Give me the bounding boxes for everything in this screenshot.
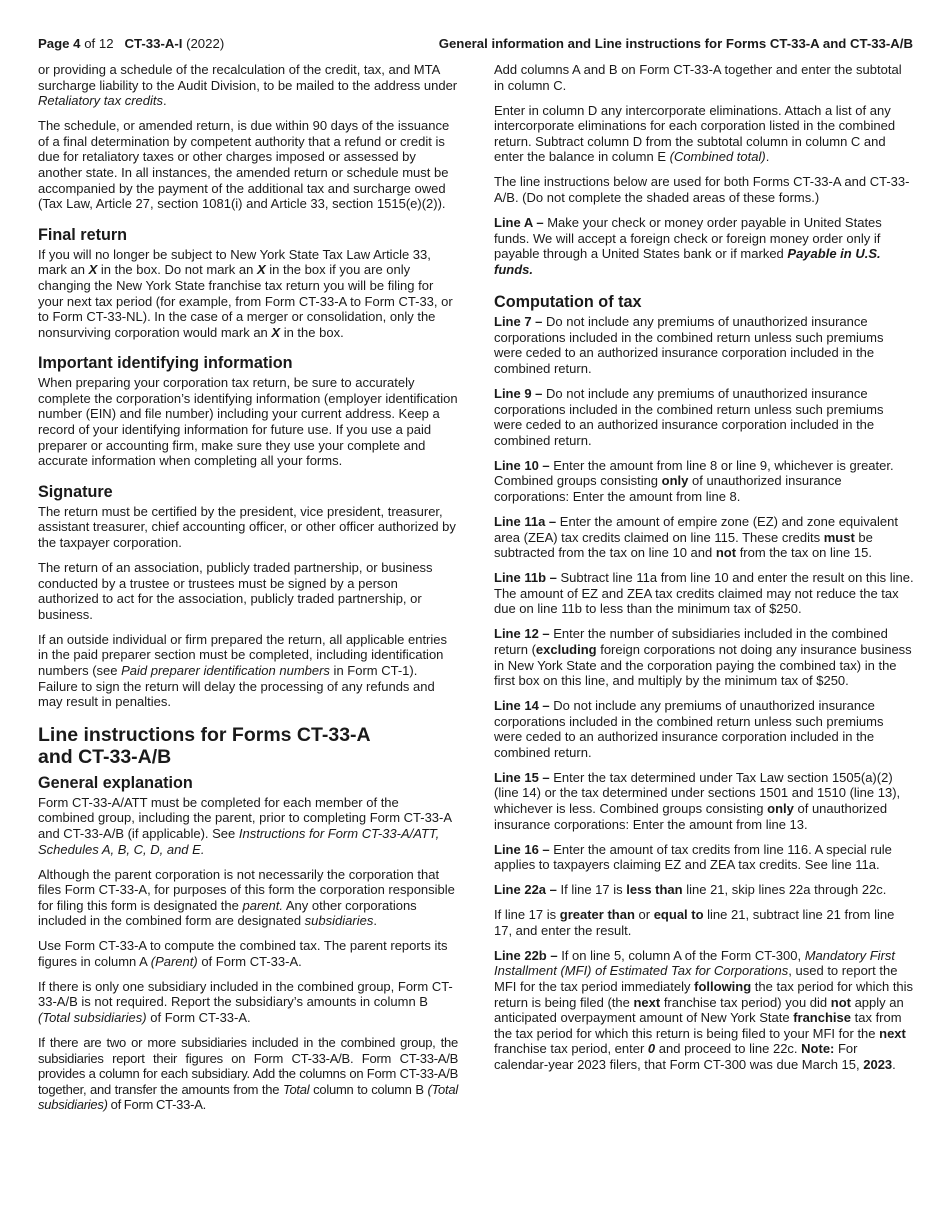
text: Do not include any premiums of unauthorized insurance corporations included in the combined return unless such premiums were ceded to an authorized insurance corporation included in the combined return. [494, 698, 884, 760]
text: Form CT-33-A/ATT must be completed for each member of the combined group, including the parent, prior to completing Form CT-33-A and CT-33-A/B (if applicable). See [38, 794, 452, 841]
line-a-instruction [494, 215, 914, 277]
text: . [163, 93, 167, 109]
text: . [892, 1056, 896, 1072]
text: the tax period for which this return is being filed (the [494, 978, 914, 1010]
text: Subtract line 11a from line 10 and enter the result on this line. The amount of EZ and ZEA tax credits claimed may not reduce the tax due on line 11b to less than the minimum tax of $250. [494, 570, 914, 617]
text-bold: Note: [801, 1041, 835, 1057]
page-indicator [38, 35, 224, 53]
line-14-instruction [494, 698, 914, 760]
line-label: Line 15 – [494, 769, 550, 785]
heading-general-explanation: General explanation [38, 773, 193, 792]
text: of Form CT-33-A. [197, 953, 302, 969]
text: of Form CT-33-A. [107, 1097, 207, 1113]
paragraph [38, 795, 458, 857]
paragraph: The line instructions below are used for both Forms CT-33-A and CT-33-A/B. (Do not complete the shaded areas of these forms.) [494, 174, 910, 205]
line-10-instruction [494, 458, 914, 505]
text-italic: Total [282, 1081, 310, 1097]
text: or providing a schedule of the recalculation of the credit, tax, and MTA surcharge liability to the Audit Division, to be mailed to the address under [38, 62, 458, 93]
text: of Form CT-33-A. [146, 1010, 251, 1026]
text: Do not include any premiums of unauthorized insurance corporations included in the combined return unless such premiums were ceded to an authorized insurance corporation included in the combined return. [494, 386, 884, 448]
heading-line-2: and CT-33-A/B [38, 745, 172, 768]
text: of unauthorized insurance corporations: Enter the amount from line 13. [494, 801, 888, 832]
text: Although the parent corporation is not necessarily the corporation that files Form CT-33-A, for purposes of this form the corporation responsible for filing this form is designated the [38, 866, 455, 913]
text: , used to report the MFI for the tax period immediately [494, 963, 898, 994]
text: If line 17 is [494, 907, 560, 923]
text: If you will no longer be subject to New York State Tax Law Article 33, mark an [38, 246, 431, 278]
text: and proceed to line 22c. [655, 1041, 802, 1057]
mark-x: X [88, 262, 98, 278]
text: If an outside individual or firm prepared the return, all applicable entries in the paid preparer section must be completed, including identification numbers (see [38, 631, 448, 678]
text: Any other corporations included in the combined form are designated [38, 897, 417, 929]
text-italic: (Parent) [150, 953, 198, 969]
text: line 21, skip lines 22a through 22c. [682, 882, 887, 898]
text: If there are two or more subsidiaries included in the combined group, the subsidiaries report their figures on Form CT-33-A/B. Form CT-33-A/B provides a column for each subsidiary. Add the columns on Form CT-33-A/B together, and transfer the amounts from the [38, 1035, 458, 1097]
text: Use Form CT-33-A to compute the combined tax. The parent reports its figures in column A [38, 938, 448, 969]
heading-line-instructions [38, 724, 458, 768]
text-bold-italic: Payable in U.S. funds. [494, 246, 881, 277]
text-bold: next [633, 994, 661, 1010]
text-bold: equal to [653, 907, 704, 923]
line-22a-continued [494, 907, 914, 938]
text: or [634, 907, 654, 923]
text: in the box. [280, 324, 344, 340]
text-bold: not [830, 994, 851, 1010]
text: in the box. Do not mark an [97, 262, 257, 278]
text-italic: Mandatory First Installment (MFI) of Estimated Tax for Corporations [494, 947, 896, 979]
text-bold: following [694, 978, 752, 994]
text: be subtracted from the tax on line 10 and [494, 529, 873, 561]
text: column to column B [309, 1081, 428, 1097]
section-title: General information and Line instructions for Forms CT-33-A and CT-33-A/B [438, 36, 913, 51]
text-bold: franchise [793, 1010, 851, 1026]
text-bold-italic: 0 [647, 1041, 656, 1057]
paragraph: The schedule, or amended return, is due within 90 days of the issuance of a final determination by competent authority that a refund or credit is due for retaliatory taxes or other charges imposed or assessed by another state. In all instances, the amended return or schedule must be accompanied by the payment of the additional tax and surcharge owed (Tax Law, Article 27, section 1081(i) and Article 33, section 1515(e)(2)). [38, 118, 450, 212]
text: Make your check or money order payable in United States funds. We will accept a foreign check or foreign money order only if payable through a United States bank or if marked [494, 214, 882, 262]
text: If there is only one subsidiary included in the combined group, Form CT-33-A/B is not required. Report the subsidiary’s amounts in column B [38, 978, 453, 1010]
text: Enter the tax determined under Tax Law section 1505(a)(2) (line 14) or the tax determined under sections 1501 and 1510 (line 13), whichever is less. Combined groups consisting [494, 769, 901, 817]
paragraph [494, 103, 914, 165]
line-label: Line 22a – [494, 882, 557, 898]
page-number: Page 4 [38, 36, 81, 51]
heading-line-1: Line instructions for Forms CT-33-A [38, 723, 371, 746]
text: If on line 5, column A of the Form CT-300, [557, 947, 805, 963]
line-label: Line 12 – [494, 626, 550, 642]
text: Enter in column D any intercorporate eliminations. Attach a list of any intercorporate eliminations for each corporation listed in the combined return. Subtract column D from the subtotal column in column C and enter the balance in column E [494, 102, 896, 165]
left-column [38, 62, 458, 1122]
text: franchise tax period, enter [494, 1041, 648, 1057]
text-italic: (Combined total) [669, 149, 766, 165]
text-bold: must [823, 529, 855, 545]
heading-final-return: Final return [38, 225, 128, 244]
text-italic: subsidiaries [304, 913, 374, 929]
text-italic: Instructions for Form CT-33-A/ATT, Schedules A, B, C, D, and E. [38, 825, 440, 857]
text-bold: excluding [535, 641, 597, 657]
form-year: (2022) [182, 36, 225, 51]
line-11a-instruction [494, 514, 914, 561]
heading-computation-of-tax: Computation of tax [494, 293, 642, 312]
text: Enter the number of subsidiaries included in the combined return ( [494, 626, 888, 657]
text: of unauthorized insurance corporations: Enter the amount from line 8. [494, 473, 842, 505]
line-15-instruction [494, 770, 914, 832]
line-9-instruction [494, 386, 914, 448]
text: Enter the amount of empire zone (EZ) and zone equivalent area (ZEA) tax credits claimed on line 115. These credits [494, 514, 898, 545]
paragraph [38, 632, 458, 710]
page-total: of 12 [80, 36, 114, 51]
page-header [38, 35, 913, 53]
text-bold: only [661, 473, 689, 489]
paragraph [38, 979, 458, 1026]
paragraph: The return must be certified by the president, vice president, treasurer, assistant treasurer, chief accounting officer, or other officer authorized by the taxpayer corporation. [38, 503, 456, 551]
text-italic: parent. [242, 897, 283, 913]
line-label: Line 11b – [494, 570, 557, 586]
text: For calendar-year 2023 filers, that Form CT-300 was due March 15, [494, 1041, 864, 1072]
text: Do not include any premiums of unauthorized insurance corporations included in the combined return unless such premiums were ceded to an authorized insurance corporation included in the combined return. [494, 314, 884, 377]
line-11b-instruction [494, 570, 914, 617]
line-label: Line 14 – [494, 698, 550, 714]
line-22b-instruction [494, 948, 914, 1073]
paragraph [38, 62, 458, 109]
text: in Form CT-1). Failure to sign the return will delay the processing of any refunds and may result in penalties. [38, 662, 435, 710]
text-bold: greater than [559, 907, 635, 923]
form-code: CT-33-A-I [124, 36, 183, 51]
text-bold: less than [626, 882, 683, 898]
text: . [765, 149, 770, 165]
text: in the box if you are only changing the New York State franchise tax return you will be filing for your next tax period (for example, from Form CT-33-A to Form CT-33, or to Form CT-33-NL). In the case of a merger or consolidation, only the nonsurviving corporation would mark an [38, 262, 453, 340]
mark-x: X [256, 262, 266, 278]
text-italic: (Total subsidiaries) [38, 1081, 458, 1113]
line-label: Line A – [494, 214, 544, 230]
paragraph: Add columns A and B on Form CT-33-A together and enter the subtotal in column C. [494, 62, 902, 93]
line-label: Line 16 – [494, 841, 550, 857]
text: apply an anticipated overpayment amount of New York State [494, 994, 904, 1026]
text-bold: only [767, 801, 794, 817]
text-bold: not [715, 545, 737, 561]
line-label: Line 11a – [494, 514, 557, 529]
mark-x: X [271, 324, 281, 340]
text-bold: 2023 [863, 1056, 893, 1072]
line-12-instruction [494, 626, 914, 688]
line-label: Line 9 – [494, 386, 543, 402]
text: line 21, subtract line 21 from line 17, and enter the result. [494, 907, 895, 938]
paragraph [38, 867, 458, 929]
heading-identifying-information: Important identifying information [38, 354, 293, 373]
paragraph [38, 938, 458, 969]
text-italic: Paid preparer identification numbers [121, 662, 330, 678]
line-label: Line 7 – [494, 314, 543, 330]
line-7-instruction [494, 314, 914, 376]
text-italic: (Total subsidiaries) [38, 1010, 147, 1026]
line-label: Line 10 – [494, 457, 550, 473]
text: foreign corporations not doing any insurance business in New York State and the corporation paying the combined tax) in the first box on this line, and multiply by the minimum tax of $250. [494, 641, 912, 689]
heading-signature: Signature [38, 482, 113, 501]
right-column [494, 62, 914, 1082]
text: If line 17 is [556, 882, 627, 898]
line-label: Line 22b – [494, 947, 558, 963]
text: from the tax on line 15. [736, 545, 872, 561]
line-22a-instruction [494, 882, 914, 898]
text: franchise tax period) you did [660, 994, 831, 1010]
text: Enter the amount of tax credits from line 116. A special rule applies to taxpayers claiming EZ and ZEA tax credits. See line 11a. [494, 841, 892, 873]
line-16-instruction [494, 842, 914, 873]
paragraph: When preparing your corporation tax return, be sure to accurately complete the corporation’s identifying information (employer identification number (EIN) and file number) including your current address. Keep a record of your identifying information for future use. If you use a paid preparer or accounting firm, make sure they use your complete and accurate information when completing all your forms. [38, 375, 458, 469]
text: . [373, 913, 377, 929]
text-bold: next [879, 1025, 906, 1041]
text: tax from the tax period for which this return is being filed to your MFI for the [494, 1010, 902, 1041]
paragraph [38, 247, 458, 341]
text-italic: Retaliatory tax credits [38, 93, 163, 109]
text: Enter the amount from line 8 or line 9, whichever is greater. Combined groups consisting [494, 457, 894, 489]
paragraph [38, 1035, 458, 1113]
paragraph: The return of an association, publicly traded partnership, or business conducted by a trustee or trustees must be signed by a person authorized to act for the association, publicly traded partnership, or business. [38, 560, 433, 622]
